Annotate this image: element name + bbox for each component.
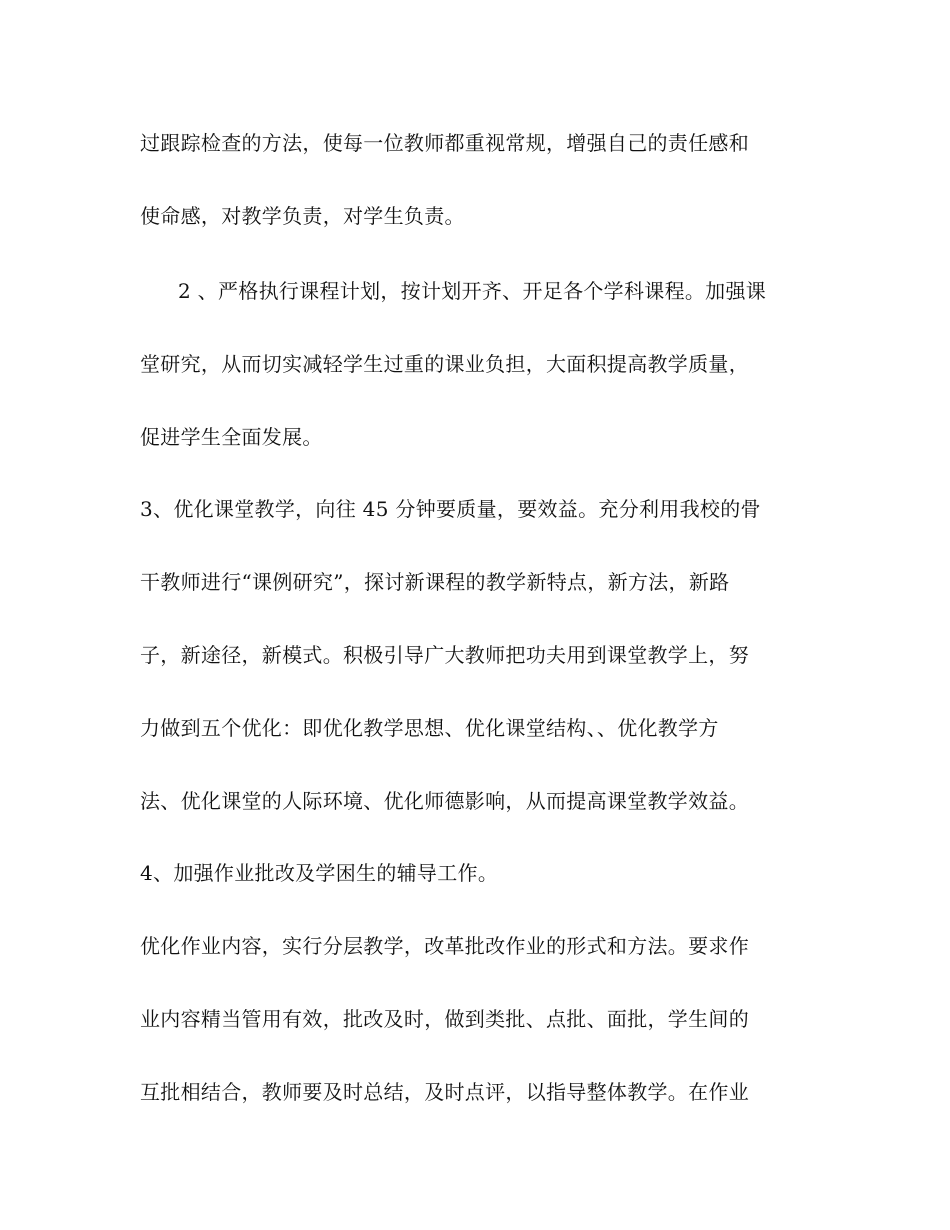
paragraph-line: 法、优化课堂的人际环境、优化师德影响，从而提高课堂教学效益。 (140, 789, 749, 813)
paragraph-line: 过跟踪检查的方法，使每一位教师都重视常规，增强自己的责任感和 (140, 131, 749, 155)
paragraph-line: 2 、严格执行课程计划，按计划开齐、开足各个学科课程。加强课 (178, 279, 767, 303)
paragraph-line: 3、优化课堂教学，向往 45 分钟要质量，要效益。充分利用我校的骨 (140, 497, 761, 521)
paragraph-line: 4、加强作业批改及学困生的辅导工作。 (140, 861, 499, 885)
paragraph-line: 业内容精当管用有效，批改及时，做到类批、点批、面批，学生间的 (140, 1007, 749, 1031)
paragraph-line: 堂研究，从而切实减轻学生过重的课业负担，大面积提高教学质量， (140, 352, 749, 376)
paragraph-line: 互批相结合，教师要及时总结，及时点评，以指导整体教学。在作业 (140, 1080, 749, 1104)
paragraph-line: 干教师进行“课例研究”，探讨新课程的教学新特点，新方法，新路 (140, 570, 730, 594)
paragraph-line: 使命感，对教学负责，对学生负责。 (140, 204, 465, 228)
paragraph-line: 优化作业内容，实行分层教学，改革批改作业的形式和方法。要求作 (140, 934, 749, 958)
paragraph-line: 力做到五个优化：即优化教学思想、优化课堂结构、、优化教学方 (140, 716, 719, 740)
paragraph-line: 促进学生全面发展。 (140, 425, 323, 449)
paragraph-line: 子，新途径，新模式。积极引导广大教师把功夫用到课堂教学上，努 (140, 643, 749, 667)
